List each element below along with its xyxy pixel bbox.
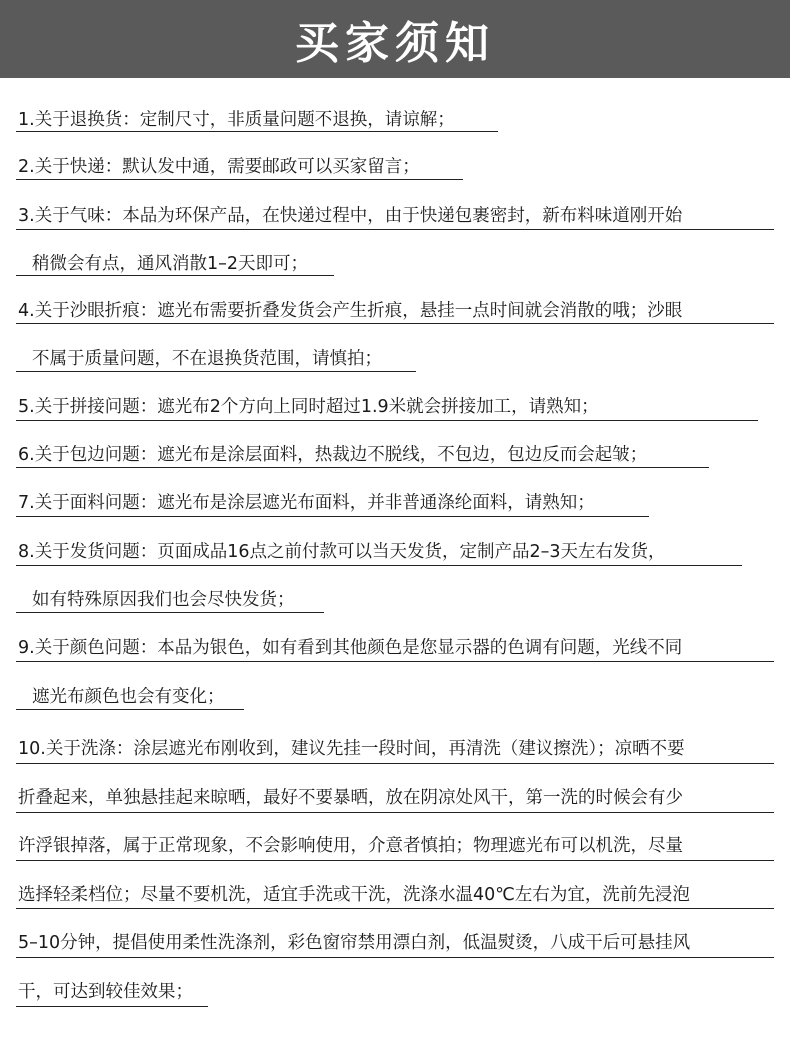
- notice-2-underline: [16, 179, 463, 180]
- notice-10-line-1: 10.关于洗涤：涂层遮光布刚收到，建议先挂一段时间，再清洗（建议擦洗）；凉晒不要: [18, 739, 685, 759]
- notice-5-line-1: 5.关于拼接问题：遮光布2个方向上同时超过1.9米就会拼接加工，请熟知；: [18, 397, 599, 417]
- notice-7-underline: [16, 516, 649, 517]
- notice-10-underline-3: [16, 860, 774, 861]
- notice-8-line-1: 8.关于发货问题：页面成品16点之前付款可以当天发货，定制产品2–3天左右发货，: [18, 542, 666, 562]
- notice-3-underline-2: [16, 275, 334, 276]
- notice-10-line-4: 选择轻柔档位；尽量不要机洗，适宜手洗或干洗，洗涤水温40℃左右为宜，洗前先浸泡: [18, 885, 690, 905]
- notice-7-line-1: 7.关于面料问题：遮光布是涂层遮光布面料，并非普通涤纶面料，请熟知；: [18, 493, 595, 513]
- notice-4-underline-1: [16, 323, 774, 324]
- notice-4-line-1: 4.关于沙眼折痕：遮光布需要折叠发货会产生折痕，悬挂一点时间就会消散的哦；沙眼: [18, 301, 683, 321]
- notice-10-line-6: 干，可达到较佳效果；: [18, 982, 193, 1002]
- notice-9-line-2: 遮光布颜色也会有变化；: [32, 687, 225, 707]
- notice-4-underline-2: [16, 371, 416, 372]
- notice-10-underline-1: [16, 763, 774, 764]
- notice-1-line-1: 1.关于退换货：定制尺寸，非质量问题不退换，请谅解；: [18, 110, 455, 130]
- notice-3-underline-1: [16, 229, 774, 230]
- notice-10-line-5: 5–10分钟，提倡使用柔性洗涤剂，彩色窗帘禁用漂白剂，低温熨烫，八成干后可悬挂风: [18, 933, 691, 953]
- page-header: [0, 0, 790, 78]
- notice-6-line-1: 6.关于包边问题：遮光布是涂层面料，热裁边不脱线，不包边，包边反而会起皱；: [18, 445, 648, 465]
- page-title: 买家须知: [295, 18, 495, 69]
- notice-10-underline-2: [16, 812, 774, 813]
- notice-10-line-3: 许浮银掉落，属于正常现象，不会影响使用，介意者慎拍；物理遮光布可以机洗，尽量: [18, 836, 683, 856]
- notice-4-line-2: 不属于质量问题，不在退换货范围，请慎拍；: [32, 349, 382, 369]
- notice-6-underline: [16, 467, 709, 468]
- notice-8-line-2: 如有特殊原因我们也会尽快发货；: [32, 590, 295, 610]
- notice-5-underline: [16, 420, 758, 421]
- notice-10-underline-6: [16, 1006, 208, 1007]
- notice-2-line-1: 2.关于快递：默认发中通，需要邮政可以买家留言；: [18, 157, 420, 177]
- notice-10-line-2: 折叠起来，单独悬挂起来晾晒，最好不要暴晒，放在阴凉处风干，第一洗的时候会有少: [18, 788, 683, 808]
- notice-8-underline-1: [16, 565, 742, 566]
- notice-10-underline-4: [16, 908, 774, 909]
- notice-9-line-1: 9.关于颜色问题：本品为银色，如有看到其他颜色是您显示器的色调有问题，光线不同: [18, 638, 683, 658]
- notice-1-underline: [16, 131, 498, 132]
- notice-9-underline-1: [16, 661, 774, 662]
- notice-10-underline-5: [16, 957, 774, 958]
- notice-3-line-2: 稍微会有点，通风消散1–2天即可；: [32, 254, 309, 274]
- notice-9-underline-2: [16, 709, 244, 710]
- notice-8-underline-2: [16, 612, 324, 613]
- notice-3-line-1: 3.关于气味：本品为环保产品，在快递过程中，由于快递包裹密封，新布料味道刚开始: [18, 206, 683, 226]
